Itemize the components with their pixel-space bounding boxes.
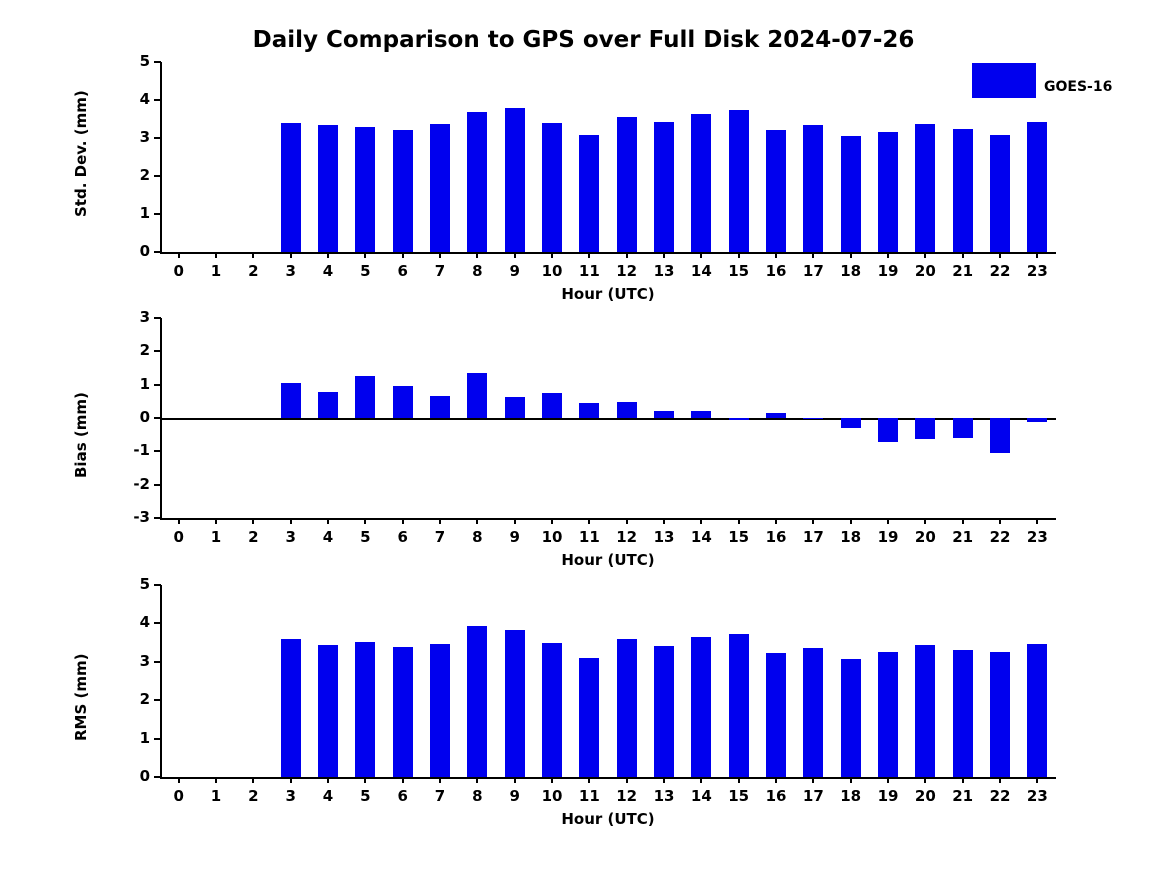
bar [878, 418, 898, 442]
x-tick-mark [588, 777, 590, 783]
bar [990, 418, 1010, 453]
bar [766, 130, 786, 252]
x-tick-label: 22 [989, 528, 1011, 546]
x-axis-line [160, 518, 1056, 520]
x-tick-label: 10 [541, 787, 563, 805]
x-tick-label: 2 [248, 528, 259, 546]
bar [393, 386, 413, 418]
x-tick-mark [850, 252, 852, 258]
x-tick-label: 1 [210, 787, 222, 805]
bar [766, 653, 786, 777]
bar [953, 418, 973, 438]
x-tick-label: 3 [285, 262, 296, 280]
x-tick-mark [327, 777, 329, 783]
x-tick-mark [402, 777, 404, 783]
y-tick-mark [154, 317, 161, 319]
x-tick-mark [924, 518, 926, 524]
bar [841, 418, 861, 428]
x-axis-label: Hour (UTC) [561, 551, 655, 569]
bar [654, 411, 674, 418]
bar [430, 124, 450, 252]
y-axis-line [160, 318, 162, 518]
x-tick-label: 16 [765, 528, 787, 546]
y-tick-label: 5 [139, 52, 150, 70]
x-tick-mark [215, 252, 217, 258]
y-axis-label: RMS (mm) [72, 653, 90, 741]
x-tick-label: 20 [914, 787, 936, 805]
bar [766, 413, 786, 418]
x-tick-label: 9 [509, 528, 520, 546]
x-tick-label: 8 [472, 262, 483, 280]
y-tick-mark [154, 699, 161, 701]
bar [430, 644, 450, 777]
x-tick-mark [252, 777, 254, 783]
bar [393, 130, 413, 252]
x-tick-mark [476, 518, 478, 524]
x-tick-label: 9 [509, 262, 520, 280]
x-tick-mark [178, 252, 180, 258]
y-tick-label: 2 [139, 166, 150, 184]
x-tick-mark [812, 777, 814, 783]
bar [579, 403, 599, 418]
x-tick-label: 15 [728, 528, 750, 546]
x-tick-label: 8 [472, 528, 483, 546]
x-tick-mark [514, 777, 516, 783]
x-tick-mark [775, 252, 777, 258]
bar [281, 123, 301, 252]
y-tick-label: 3 [139, 308, 150, 326]
x-tick-mark [178, 518, 180, 524]
y-tick-mark [154, 584, 161, 586]
y-tick-label: 1 [139, 204, 150, 222]
y-tick-label: 0 [139, 242, 150, 260]
x-tick-label: 13 [653, 787, 675, 805]
x-tick-label: 18 [840, 787, 862, 805]
bar [729, 634, 749, 777]
bar [878, 132, 898, 252]
x-tick-mark [924, 777, 926, 783]
y-axis-label: Std. Dev. (mm) [72, 90, 90, 217]
x-tick-label: 12 [616, 528, 638, 546]
x-tick-mark [999, 518, 1001, 524]
y-tick-label: 1 [139, 374, 150, 393]
y-tick-mark [154, 417, 161, 419]
x-tick-label: 3 [285, 528, 296, 546]
bar [467, 626, 487, 777]
bar [281, 383, 301, 418]
x-tick-mark [364, 777, 366, 783]
x-tick-label: 7 [434, 262, 446, 280]
bar [915, 124, 935, 252]
x-tick-mark [924, 252, 926, 258]
bar [1027, 122, 1047, 252]
x-tick-mark [402, 252, 404, 258]
x-tick-mark [588, 252, 590, 258]
x-tick-label: 2 [248, 787, 259, 805]
x-axis-line [160, 777, 1056, 779]
bar [505, 397, 525, 418]
bar [729, 418, 749, 420]
y-axis-label: Bias (mm) [72, 392, 90, 478]
x-tick-label: 4 [322, 262, 334, 280]
x-tick-mark [290, 252, 292, 258]
x-tick-mark [1036, 777, 1038, 783]
x-tick-mark [252, 252, 254, 258]
y-tick-mark [154, 137, 161, 139]
y-tick-label: 4 [139, 90, 150, 108]
x-tick-mark [812, 252, 814, 258]
bar [542, 393, 562, 418]
x-tick-mark [887, 252, 889, 258]
x-tick-label: 16 [765, 262, 787, 280]
x-tick-mark [850, 777, 852, 783]
x-tick-mark [626, 518, 628, 524]
bar [467, 373, 487, 418]
x-tick-label: 1 [210, 528, 222, 546]
x-tick-label: 21 [952, 528, 974, 546]
x-tick-label: 15 [728, 262, 750, 280]
x-tick-mark [327, 252, 329, 258]
x-tick-label: 10 [541, 262, 563, 280]
x-tick-mark [738, 777, 740, 783]
x-tick-label: 14 [690, 528, 712, 546]
x-tick-mark [887, 518, 889, 524]
x-tick-mark [327, 518, 329, 524]
x-tick-mark [252, 518, 254, 524]
bar [803, 125, 823, 252]
x-tick-label: 6 [397, 787, 408, 805]
x-tick-mark [364, 518, 366, 524]
bar [430, 396, 450, 418]
x-tick-label: 11 [578, 787, 600, 805]
x-tick-mark [476, 252, 478, 258]
x-tick-label: 17 [802, 528, 824, 546]
bar [915, 645, 935, 777]
x-tick-label: 23 [1026, 787, 1048, 805]
x-tick-label: 14 [690, 787, 712, 805]
bar [505, 108, 525, 252]
y-tick-label: 0 [139, 408, 150, 426]
x-tick-label: 15 [728, 787, 750, 805]
x-tick-mark [439, 777, 441, 783]
x-tick-mark [290, 518, 292, 524]
x-axis-label: Hour (UTC) [561, 810, 655, 828]
x-axis-label: Hour (UTC) [561, 285, 655, 303]
bar [878, 652, 898, 777]
bar [617, 639, 637, 777]
legend-label: GOES-16 [1044, 79, 1113, 95]
x-tick-mark [663, 777, 665, 783]
y-tick-label: 2 [139, 341, 150, 360]
bar [654, 646, 674, 777]
bar [579, 135, 599, 252]
x-tick-mark [514, 252, 516, 258]
bar [355, 127, 375, 252]
x-tick-label: 11 [578, 262, 600, 280]
x-tick-mark [215, 777, 217, 783]
x-tick-label: 5 [360, 262, 371, 280]
x-tick-mark [402, 518, 404, 524]
legend-swatch [972, 63, 1036, 98]
x-tick-mark [551, 518, 553, 524]
y-tick-mark [154, 251, 161, 253]
y-tick-mark [154, 622, 161, 624]
y-tick-label: 3 [139, 651, 150, 670]
x-tick-label: 12 [616, 262, 638, 280]
x-tick-mark [887, 777, 889, 783]
x-tick-label: 23 [1026, 262, 1048, 280]
y-tick-mark [154, 61, 161, 63]
bar [617, 402, 637, 418]
x-tick-label: 23 [1026, 528, 1048, 546]
x-tick-label: 21 [952, 787, 974, 805]
x-tick-label: 20 [914, 528, 936, 546]
y-tick-label: 3 [139, 128, 150, 146]
x-tick-mark [1036, 252, 1038, 258]
x-tick-mark [663, 518, 665, 524]
bar [617, 117, 637, 252]
bar [281, 639, 301, 777]
x-tick-mark [364, 252, 366, 258]
x-tick-mark [588, 518, 590, 524]
bar [542, 643, 562, 777]
x-tick-mark [290, 777, 292, 783]
bar [990, 135, 1010, 252]
x-tick-label: 2 [248, 262, 259, 280]
x-tick-label: 19 [877, 528, 899, 546]
x-tick-mark [775, 777, 777, 783]
bar [318, 392, 338, 418]
x-tick-mark [962, 252, 964, 258]
x-tick-label: 22 [989, 262, 1011, 280]
y-tick-mark [154, 99, 161, 101]
x-tick-mark [962, 777, 964, 783]
y-tick-label: -1 [133, 441, 150, 460]
y-tick-mark [154, 776, 161, 778]
x-tick-mark [551, 252, 553, 258]
y-tick-label: 1 [139, 728, 150, 747]
bar [355, 642, 375, 777]
bar [355, 376, 375, 418]
y-tick-mark [154, 661, 161, 663]
y-axis-line [160, 62, 162, 252]
x-tick-label: 19 [877, 262, 899, 280]
bar [542, 123, 562, 252]
y-tick-mark [154, 350, 161, 352]
y-axis-line [160, 585, 162, 777]
x-tick-mark [738, 518, 740, 524]
x-tick-label: 21 [952, 262, 974, 280]
x-tick-label: 11 [578, 528, 600, 546]
bar [841, 136, 861, 252]
x-tick-label: 8 [472, 787, 483, 805]
x-tick-label: 10 [541, 528, 563, 546]
bar [990, 652, 1010, 777]
y-tick-label: 4 [139, 613, 150, 632]
bar [654, 122, 674, 252]
x-tick-label: 7 [434, 787, 446, 805]
x-tick-label: 17 [802, 787, 824, 805]
x-tick-mark [626, 777, 628, 783]
bar [915, 418, 935, 439]
x-tick-mark [738, 252, 740, 258]
x-tick-label: 6 [397, 528, 408, 546]
x-tick-mark [626, 252, 628, 258]
bar [318, 125, 338, 252]
bar [691, 411, 711, 418]
x-tick-label: 3 [285, 787, 296, 805]
x-tick-label: 0 [173, 787, 184, 805]
page-title: Daily Comparison to GPS over Full Disk 2024-07-26 [252, 27, 915, 53]
x-tick-label: 5 [360, 528, 371, 546]
bar [505, 630, 525, 777]
x-tick-mark [775, 518, 777, 524]
y-tick-mark [154, 175, 161, 177]
y-tick-mark [154, 384, 161, 386]
x-tick-mark [1036, 518, 1038, 524]
x-tick-mark [850, 518, 852, 524]
bar [1027, 418, 1047, 422]
bar [953, 129, 973, 252]
x-tick-label: 19 [877, 787, 899, 805]
bar [841, 659, 861, 777]
y-tick-mark [154, 517, 161, 519]
y-tick-mark [154, 213, 161, 215]
x-tick-label: 1 [210, 262, 222, 280]
x-tick-label: 13 [653, 528, 675, 546]
zero-line [160, 418, 1056, 420]
bar [691, 637, 711, 777]
x-tick-mark [999, 777, 1001, 783]
x-tick-label: 5 [360, 787, 371, 805]
x-tick-label: 18 [840, 262, 862, 280]
x-tick-mark [700, 777, 702, 783]
x-tick-label: 4 [322, 787, 334, 805]
x-tick-mark [476, 777, 478, 783]
bar [1027, 644, 1047, 777]
x-tick-mark [962, 518, 964, 524]
bar [691, 114, 711, 252]
x-tick-label: 16 [765, 787, 787, 805]
bar [803, 648, 823, 777]
x-tick-mark [439, 518, 441, 524]
x-tick-label: 22 [989, 787, 1011, 805]
x-tick-mark [663, 252, 665, 258]
x-tick-mark [439, 252, 441, 258]
x-tick-mark [215, 518, 217, 524]
x-tick-label: 6 [397, 262, 408, 280]
bar [467, 112, 487, 252]
x-tick-label: 0 [173, 528, 184, 546]
x-tick-mark [178, 777, 180, 783]
y-tick-label: -2 [133, 474, 150, 493]
x-tick-mark [999, 252, 1001, 258]
bar [393, 647, 413, 777]
x-tick-mark [700, 518, 702, 524]
bar [729, 110, 749, 252]
x-tick-label: 20 [914, 262, 936, 280]
y-tick-label: 2 [139, 690, 150, 709]
x-tick-label: 4 [322, 528, 334, 546]
bar [318, 645, 338, 777]
y-tick-mark [154, 450, 161, 452]
x-tick-label: 13 [653, 262, 675, 280]
bar [579, 658, 599, 777]
x-tick-label: 0 [173, 262, 184, 280]
x-tick-mark [812, 518, 814, 524]
y-tick-label: -3 [133, 508, 150, 526]
y-tick-label: 0 [139, 767, 150, 785]
x-tick-label: 17 [802, 262, 824, 280]
y-tick-label: 5 [139, 575, 150, 593]
x-tick-mark [551, 777, 553, 783]
y-tick-mark [154, 738, 161, 740]
bar [803, 418, 823, 419]
x-tick-label: 7 [434, 528, 446, 546]
bar [953, 650, 973, 777]
x-axis-line [160, 252, 1056, 254]
x-tick-label: 18 [840, 528, 862, 546]
x-tick-label: 12 [616, 787, 638, 805]
x-tick-label: 9 [509, 787, 520, 805]
x-tick-label: 14 [690, 262, 712, 280]
x-tick-mark [700, 252, 702, 258]
x-tick-mark [514, 518, 516, 524]
y-tick-mark [154, 484, 161, 486]
